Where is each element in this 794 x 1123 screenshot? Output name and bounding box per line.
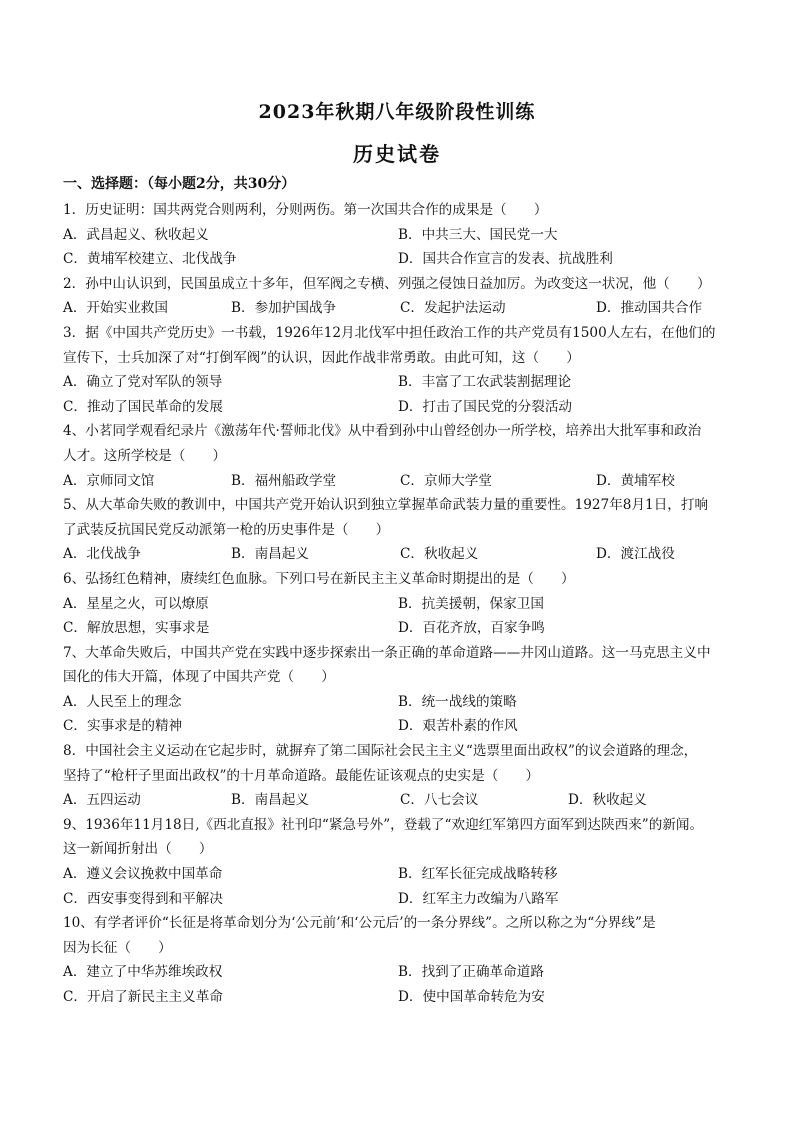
question-9 [63,813,743,911]
option-c: C．发起护法运动 [400,300,506,317]
question-stem-cont: 宣传下，士兵加深了对“打倒军阀”的认识，因此作战非常勇敢。由此可知，这（ ） [63,349,580,366]
section-heading: 一、选择题：（每小题2分，共30分） [63,176,296,192]
option-a: A．五四运动 [63,792,141,809]
option-b: B．抗美援朝，保家卫国 [398,595,544,612]
exam-subtitle: 历史试卷 [353,142,441,166]
option-b: B．福州船政学堂 [231,472,337,489]
question-7 [63,641,743,739]
option-c: C．黄埔军校建立、北伐战争 [63,251,237,268]
question-stem: 8．中国社会主义运动在它起步时，就摒弃了第二国际社会民主主义“选票里面出政权”的议会道路的理念， [63,743,698,760]
question-stem-cont: 这一新闻折射出（ ） [63,841,213,858]
question-stem-cont: 坚持了“枪杆子里面出政权”的十月革命道路。最能佐证该观点的史实是（ ） [63,767,540,784]
option-c: C．解放思想，实事求是 [63,620,210,637]
option-d: D．艰苦朴素的作风 [398,718,518,735]
option-d: D．百花齐放，百家争鸣 [398,620,545,637]
option-a: A．人民至上的理念 [63,693,182,710]
option-a: A．确立了党对军队的领导 [63,374,223,391]
question-6 [63,567,743,641]
question-stem: 7、大革命失败后，中国共产党在实践中逐步探索出一条正确的革命道路——井冈山道路。这一马克思主义中 [63,644,711,661]
option-b: B．南昌起义 [231,792,309,809]
option-a: A．武昌起义、秋收起义 [63,226,209,243]
option-c: C．京师大学堂 [400,472,492,489]
option-d: D．打击了国民党的分裂活动 [398,398,573,415]
question-stem: 5、从大革命失败的教训中，中国共产党开始认识到独立掌握革命武装力量的重要性。1927年8月1日，打响 [63,497,709,514]
question-stem: 1．历史证明：国共两党合则两利，分则两伤。第一次国共合作的成果是（ ） [63,202,548,218]
option-c: C．推动了国民革命的发展 [63,398,223,415]
option-a: A．建立了中华苏维埃政权 [63,964,223,981]
option-d: D．黄埔军校 [596,472,675,489]
question-stem-cont: 人才。这所学校是（ ） [63,447,227,464]
exam-title: 2023年秋期八年级阶段性训练 [258,101,536,123]
option-b: B．丰富了工农武装割据理论 [398,374,572,391]
option-c: C．西安事变得到和平解决 [63,890,223,907]
question-stem: 3．据《中国共产党历史》一书载，1926年12月北伐军中担任政治工作的共产党员有1500人左右，在他们的 [63,324,716,341]
option-d: D．红军主力改编为八路军 [398,890,559,907]
option-d: D．推动国共合作 [596,300,703,317]
option-d: D．国共合作宣言的发表、抗战胜利 [398,251,613,268]
question-stem: 10、有学者评价“长征是将革命划分为‘公元前’和‘公元后’的一条分界线”。之所以称之为“分界线”是 [63,915,656,932]
question-stem-cont: 了武装反抗国民党反动派第一枪的历史事件是（ ） [63,521,390,538]
option-a: A．遵义会议挽救中国革命 [63,866,223,883]
question-5 [63,493,743,567]
question-stem: 2．孙中山认识到，民国虽成立十多年，但军阀之专横、列强之侵蚀日益加厉。为改变这一状况，他（ ） [63,275,711,292]
question-list [63,198,743,1010]
question-stem: 9、1936年11月18日,《西北直报》社刊印“紧急号外”，登载了“欢迎红军第四方面军到达陕西来”的新闻。 [63,816,704,833]
option-b: B．找到了正确革命道路 [398,964,544,981]
option-c: C．八七会议 [400,792,479,809]
question-stem-cont: 国化的伟大开篇，体现了中国共产党（ ） [63,669,335,686]
option-b: B．南昌起义 [231,546,309,563]
option-a: A．北伐战争 [63,546,141,563]
option-b: B．统一战线的策略 [398,693,517,710]
option-b: B．参加护国战争 [231,300,337,317]
option-c: C．实事求是的精神 [63,718,183,735]
option-a: A．京师同文馆 [63,472,155,489]
option-c: C．秋收起义 [400,546,479,563]
question-3 [63,321,743,419]
option-d: D．秋收起义 [568,792,647,809]
question-1 [63,198,743,272]
question-8 [63,739,743,813]
question-stem: 4、小茗同学观看纪录片《激荡年代·誓师北伐》从中看到孙中山曾经创办一所学校，培养出大批军事和政治 [63,423,702,440]
option-c: C．开启了新民主主义革命 [63,989,223,1005]
question-2 [63,272,743,321]
question-stem-cont: 因为长征（ ） [63,939,172,956]
question-4 [63,419,743,493]
option-d: D．使中国革命转危为安 [398,989,545,1005]
question-stem: 6、弘扬红色精神，赓续红色血脉。下列口号在新民主主义革命时期提出的是（ ） [63,570,575,587]
question-10 [63,911,743,1009]
option-d: D．渡江战役 [596,546,675,563]
option-a: A．开始实业救国 [63,300,168,317]
option-a: A．星星之火，可以燎原 [63,595,209,612]
option-b: B．红军长征完成战略转移 [398,866,558,883]
option-b: B．中共三大、国民党一大 [398,226,558,243]
